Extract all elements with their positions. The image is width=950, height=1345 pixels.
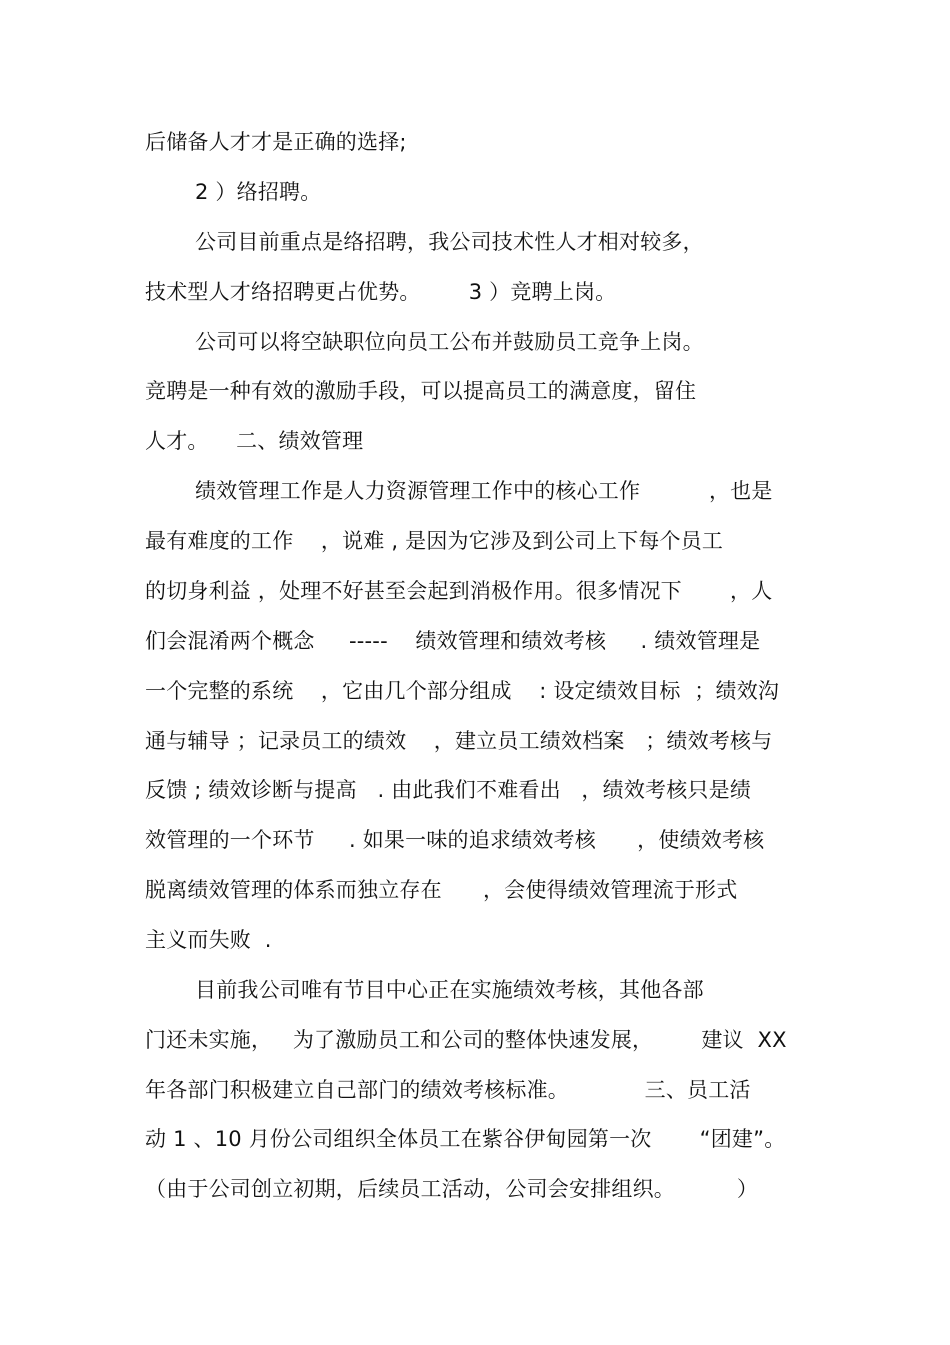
text-line: 的切身利益 ，处理不好甚至会起到消极作用。很多情况下 ，人 [145,579,773,603]
text-line: 门还未实施， 为了激励员工和公司的整体快速发展， 建议 XX [145,1028,787,1052]
text-line: 最有难度的工作 ，说难 , 是因为它涉及到公司上下每个员工 [145,529,724,553]
text-line: 绩效管理工作是人力资源管理工作中的核心工作 ，也是 [195,479,773,503]
text-line: 主义而失败 . [145,928,272,952]
text-line: 脱离绩效管理的体系而独立存在 ，会使得绩效管理流于形式 [145,878,738,902]
text-line: 技术型人才络招聘更占优势。 3 ）竞聘上岗。 [145,280,617,304]
text-line: 目前我公司唯有节目中心正在实施绩效考核，其他各部 [195,978,704,1002]
text-line: 们会混淆两个概念 ----- 绩效管理和绩效考核 . 绩效管理是 [145,629,761,653]
text-line: 通与辅导 ；记录员工的绩效 ，建立员工绩效档案 ；绩效考核与 [145,729,773,753]
text-line: 2 ）络招聘。 [195,180,322,204]
text-line: 一个完整的系统 ，它由几个部分组成 : 设定绩效目标 ；绩效沟 [145,679,780,703]
text-line: 公司可以将空缺职位向员工公布并鼓励员工竞争上岗。 [195,330,704,354]
text-line: （由于公司创立初期，后续员工活动，公司会安排组织。 ） [145,1177,759,1201]
text-line: 年各部门积极建立自己部门的绩效考核标准。 三、员工活 [145,1078,751,1102]
text-line: 公司目前重点是络招聘，我公司技术性人才相对较多， [195,230,704,254]
text-line: 竞聘是一种有效的激励手段，可以提高员工的满意度，留住 [145,379,697,403]
text-line: 动 1 、10 月份公司组织全体员工在紫谷伊甸园第一次 “团建”。 [145,1127,786,1151]
text-line: 后储备人才才是正确的选择; [145,130,407,154]
text-line: 反馈 ; 绩效诊断与提高 . 由此我们不难看出 ，绩效考核只是绩 [145,778,752,802]
text-line: 效管理的一个环节 . 如果一味的追求绩效考核 ，使绩效考核 [145,828,765,852]
text-line: 人才。 二、绩效管理 [145,429,364,453]
